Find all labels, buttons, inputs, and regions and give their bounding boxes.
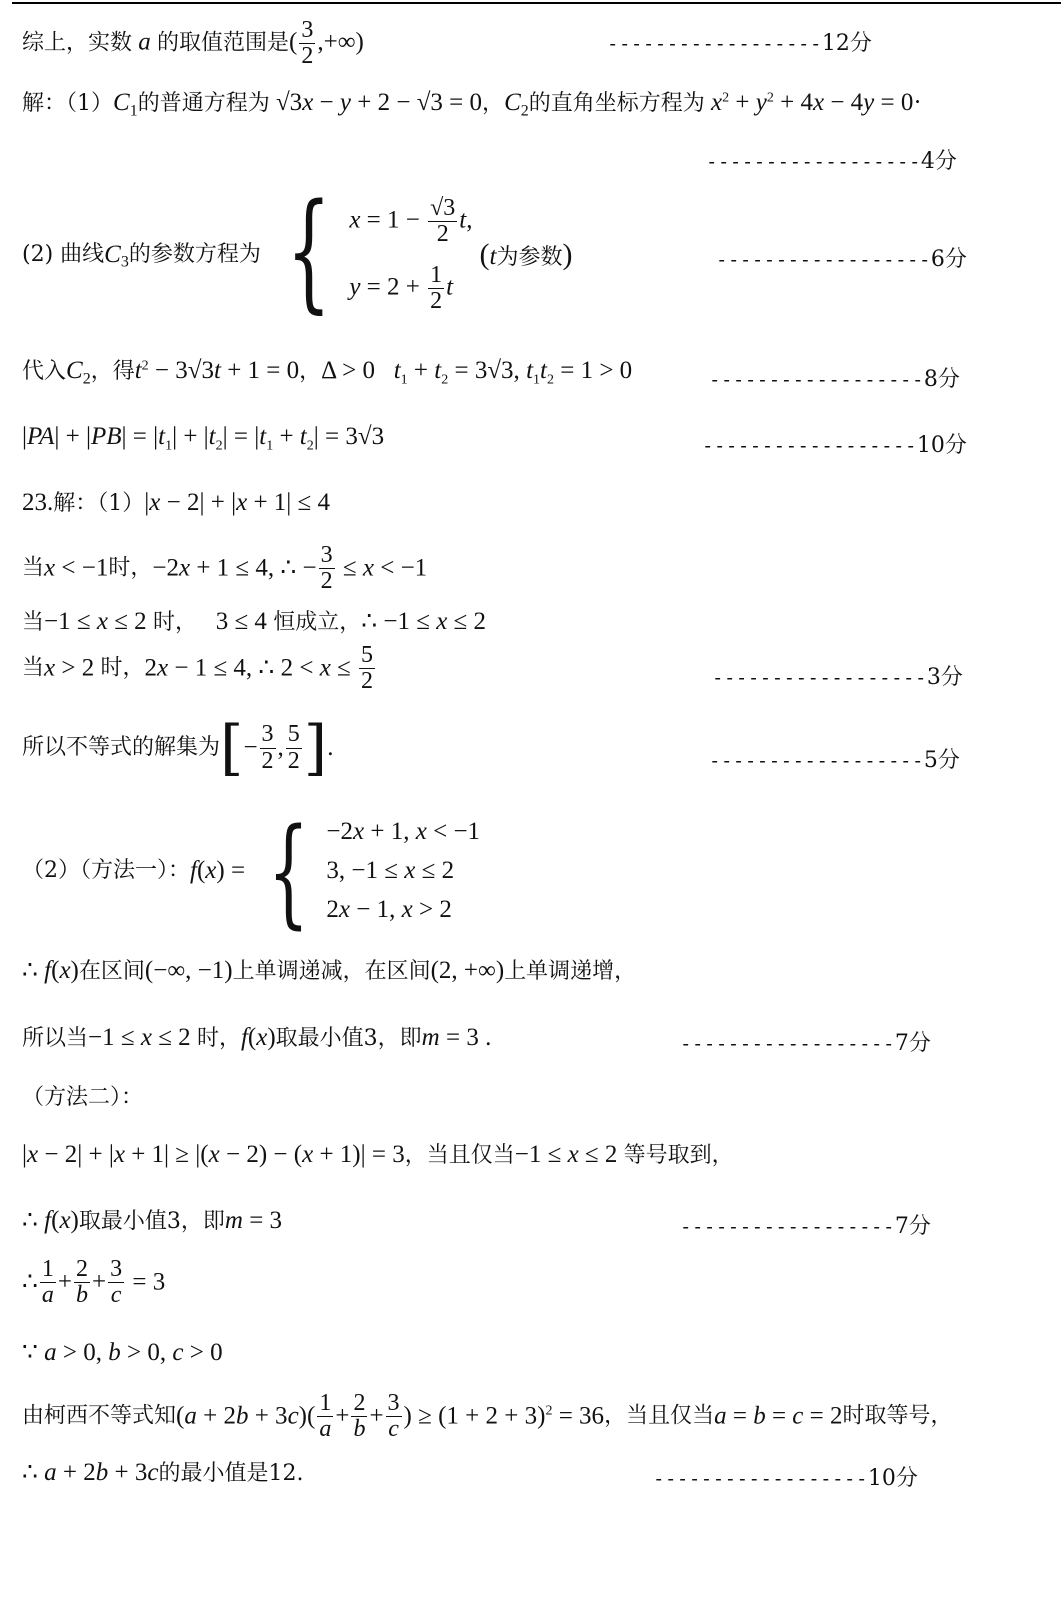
line-7: 当x < −1时，−2x + 1 ≤ 4, ∴ − $\frac{3}{2}$ ≤ x < −1 (22, 542, 428, 595)
line-12: ∴ f(x)在区间(−∞, −1)上单调递减，在区间(2, +∞)上单调递增， (22, 957, 637, 984)
top-rule (12, 2, 1061, 4)
score-12: ------------------12分 (607, 31, 872, 56)
score-5: ------------------5分 (709, 748, 960, 773)
line-10: 所以不等式的解集为[− $\frac{3}{2}$ , $\frac{5}{2}$ ]. (22, 713, 334, 783)
score-6: ------------------6分 (716, 247, 967, 272)
line-16: ∴ f(x)取最小值3，即m = 3 (22, 1207, 283, 1234)
line-14: （方法二）： (22, 1085, 144, 1110)
line-18: ∵ a > 0, b > 0, c > 0 (22, 1339, 223, 1366)
line-13: 所以当−1 ≤ x ≤ 2 时，f(x)取最小值3，即m = 3 . (22, 1024, 492, 1051)
line-1: 综上，实数 a 的取值范围是( $\frac{3}{2}$ ,+∞) (22, 17, 364, 70)
score-7b: ------------------7分 (680, 1214, 931, 1239)
line-6: 23.解：（1）|x − 2| + |x + 1| ≤ 4 (22, 489, 331, 516)
score-3: ------------------3分 (712, 665, 963, 690)
line-15: |x − 2| + |x + 1| ≥ |(x − 2) − (x + 1)| = 3，当且仅当−1 ≤ x ≤ 2 等号取到， (22, 1141, 734, 1168)
line-11: （2）（方法一）：f(x) = { −2x + 1, x < −1 3, −1 ≤ x ≤ 2 2x − 1, x > 2 (22, 802, 481, 940)
line-8: 当−1 ≤ x ≤ 2 时， 3 ≤ 4 恒成立，∴ −1 ≤ x ≤ 2 (22, 608, 487, 635)
score-8: ------------------8分 (709, 367, 960, 392)
parametric-system: { x = 1 − $\frac{√3}{2}$ t, y = 2 + $\frac{1}{2}$ t (286, 177, 473, 326)
score-10: ------------------10分 (702, 433, 967, 458)
line-20: ∴ a + 2b + 3c的最小值是12. (22, 1459, 304, 1486)
line-2: 解：$(1)C_1$的普通方程为 √3x − y + 2 − √3 = 0，$C_2$的直角坐标方程为 $x^2 + y^2 + 4x - 4y = 0\cdot$ (22, 89, 922, 120)
line-19: 由柯西不等式知(a + 2b + 3c)( $\frac{1}{a}$ + $\frac{2}{b}$ + $\frac{3}{c}$ ) ≥ $(1 + 2 + 3)^2 = 36$，当且仅当a = b = c = 2时取等号， (22, 1390, 953, 1443)
line-5: $|PA| + |PB| = |t_1| + |t_2| = |t_1 + t_2| = 3√3$ (22, 423, 385, 454)
piecewise-system: { −2x + 1, x < −1 3, −1 ≤ x ≤ 2 2x − 1, x > 2 (268, 802, 481, 940)
line-17: ∴ $\frac{1}{a}$ + $\frac{2}{b}$ + $\frac{3}{c}$ = 3 (22, 1256, 166, 1309)
line-4: 代入$C_2$，得$t^2 - 3√3t + 1 = 0$，Δ > 0 $t_1 + t_2 = 3√3$, $t_1t_2 = 1 > 0$ (22, 357, 633, 388)
line-9: 当x > 2 时，2x − 1 ≤ 4, ∴ 2 < x ≤ $\frac{5}{2}$ (22, 642, 374, 695)
fraction: $\frac{3}{2}$ (301, 17, 314, 70)
line-3: (2) 曲线$C_3$的参数方程为 { x = 1 − $\frac{√3}{2}$ t, y = 2 + $\frac{1}{2}$ t (t为参数) (22, 177, 573, 326)
score-4: ------------------4分 (706, 149, 957, 174)
score-10b: ------------------10分 (653, 1466, 918, 1491)
score-7a: ------------------7分 (680, 1031, 931, 1056)
